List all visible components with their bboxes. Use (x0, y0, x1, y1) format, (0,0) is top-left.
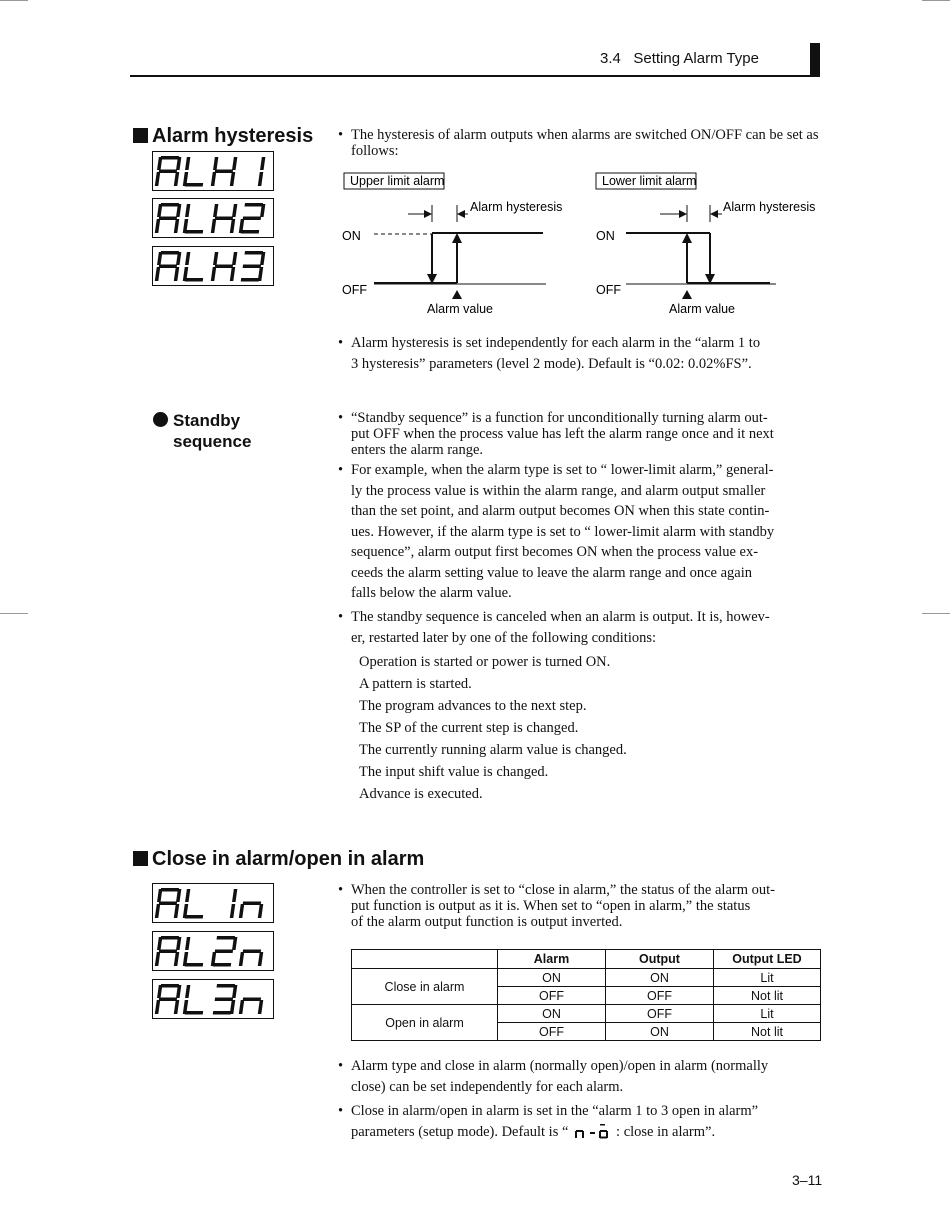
off-label: OFF (596, 283, 621, 297)
header-rule (130, 75, 820, 77)
diagram-title-upper: Upper limit alarm (350, 174, 445, 188)
table-cell: ON (606, 1023, 714, 1041)
bullet-icon: • (338, 1058, 344, 1074)
condition-item: Operation is started or power is turned ON. (359, 654, 611, 670)
table-cell: ON (498, 969, 606, 987)
circle-bullet-icon (153, 412, 168, 427)
bullet-icon: • (338, 127, 344, 143)
table-row (352, 1005, 821, 1023)
table-cell: ON (606, 969, 714, 987)
bullet-icon: • (338, 462, 344, 478)
condition-item: A pattern is started. (359, 676, 472, 692)
standby-paragraph-2: • For example, when the alarm type is set to “ lower-limit alarm,” general- ly the process value is within the alarm range, and alarm output smaller than the set point, and alarm output becomes ON when this state contin- ues. However, if the alarm type is set to “ lower-limit alarm with standby sequence”, alarm output first becomes ON when the process value ex- ceeds the alarm setting value to leave the alarm range and once again falls below the alarm value. (338, 462, 775, 601)
crop-mark (922, 613, 950, 614)
table-header-cell: Output (606, 950, 714, 969)
alarm-hysteresis-heading (133, 125, 313, 148)
table-header-cell: Alarm (498, 950, 606, 969)
table-group-label: Open in alarm (352, 1005, 498, 1041)
table-cell: OFF (498, 1023, 606, 1041)
off-label: OFF (342, 283, 367, 297)
condition-item: The SP of the current step is changed. (359, 720, 579, 736)
square-bullet-icon (133, 851, 148, 866)
seven-segment-icon (153, 884, 272, 921)
seven-segment-icon (153, 199, 272, 236)
standby-paragraph-1: • “Standby sequence” is a function for unconditionally turning alarm out- put OFF when the process value has left the alarm range once and it next enters the alarm range. (338, 410, 774, 458)
alarm-value-label: Alarm value (427, 302, 493, 316)
square-bullet-icon (133, 128, 148, 143)
crop-mark (922, 0, 950, 1)
condition-item: The program advances to the next step. (359, 698, 587, 714)
lcd-display-al2n (152, 931, 274, 971)
table-cell: OFF (606, 987, 714, 1005)
bullet-icon: • (338, 335, 344, 351)
close-open-heading (133, 848, 424, 871)
condition-item: The currently running alarm value is changed. (359, 742, 627, 758)
alarm-output-table (351, 949, 821, 1041)
lcd-display-al1n (152, 883, 274, 923)
lower-limit-alarm-diagram (592, 170, 832, 320)
close-open-intro: • When the controller is set to “close in alarm,” the status of the alarm out- put function is output as it is. When set to “open in alarm,” the status of the alarm output function is output inverted. (338, 882, 775, 930)
diagram-title-lower: Lower limit alarm (602, 174, 697, 188)
table-cell: Not lit (714, 987, 821, 1005)
seven-segment-icon (153, 932, 272, 969)
seven-segment-icon (153, 980, 272, 1017)
page-number: 3–11 (792, 1172, 823, 1188)
crop-mark (0, 0, 28, 1)
table-group-label: Close in alarm (352, 969, 498, 1005)
table-cell: OFF (498, 987, 606, 1005)
bullet-icon: • (338, 882, 344, 898)
condition-item: Advance is executed. (359, 786, 483, 802)
table-cell: OFF (606, 1005, 714, 1023)
close-open-title: Close in alarm/open in alarm (152, 848, 425, 870)
table-header-row (352, 950, 821, 969)
lcd-display-alh2 (152, 198, 274, 238)
lcd-display-alh1 (152, 151, 274, 191)
section-heading: 3.4 Setting Alarm Type (600, 50, 759, 67)
bullet-icon: • (338, 1103, 344, 1119)
seven-segment-icon (153, 247, 272, 284)
table-cell: Lit (714, 1005, 821, 1023)
alarm-value-label: Alarm value (669, 302, 735, 316)
lcd-display-al3n (152, 979, 274, 1019)
standby-paragraph-3: • The standby sequence is canceled when an alarm is output. It is, howev- er, restarted later by one of the following conditions: (338, 609, 770, 646)
header-tab (810, 43, 820, 76)
table-header-cell: Output LED (714, 950, 821, 969)
condition-item: The input shift value is changed. (359, 764, 549, 780)
standby-sequence-heading: Standby sequence (153, 410, 251, 452)
hysteresis-note: • Alarm hysteresis is set independently for each alarm in the “alarm 1 to 3 hysteresis” parameters (level 2 mode). Default is “0.02: 0.02%FS”. (338, 335, 761, 372)
segment-glyph-icon (572, 1123, 612, 1139)
on-label: ON (342, 229, 361, 243)
hysteresis-label: Alarm hysteresis (723, 200, 816, 214)
hysteresis-label: Alarm hysteresis (470, 200, 563, 214)
bullet-icon: • (338, 609, 344, 625)
alarm-hysteresis-title: Alarm hysteresis (152, 125, 314, 147)
table-header-cell (352, 950, 498, 969)
table-cell: ON (498, 1005, 606, 1023)
close-open-note-1: • Alarm type and close in alarm (normally open)/open in alarm (normally close) can be set independently for each alarm. (338, 1058, 769, 1095)
table-cell: Not lit (714, 1023, 821, 1041)
hysteresis-intro: • The hysteresis of alarm outputs when alarms are switched ON/OFF can be set as follows: (338, 127, 819, 159)
on-label: ON (596, 229, 615, 243)
table-row (352, 969, 821, 987)
seven-segment-icon (153, 152, 272, 189)
close-open-note-2: • Close in alarm/open in alarm is set in the “alarm 1 to 3 open in alarm” parameters (setup mode). Default is “ : close in alarm”. (338, 1103, 759, 1140)
bullet-icon: • (338, 410, 344, 426)
table-cell: Lit (714, 969, 821, 987)
upper-limit-alarm-diagram (338, 170, 578, 320)
lcd-display-alh3 (152, 246, 274, 286)
crop-mark (0, 613, 28, 614)
